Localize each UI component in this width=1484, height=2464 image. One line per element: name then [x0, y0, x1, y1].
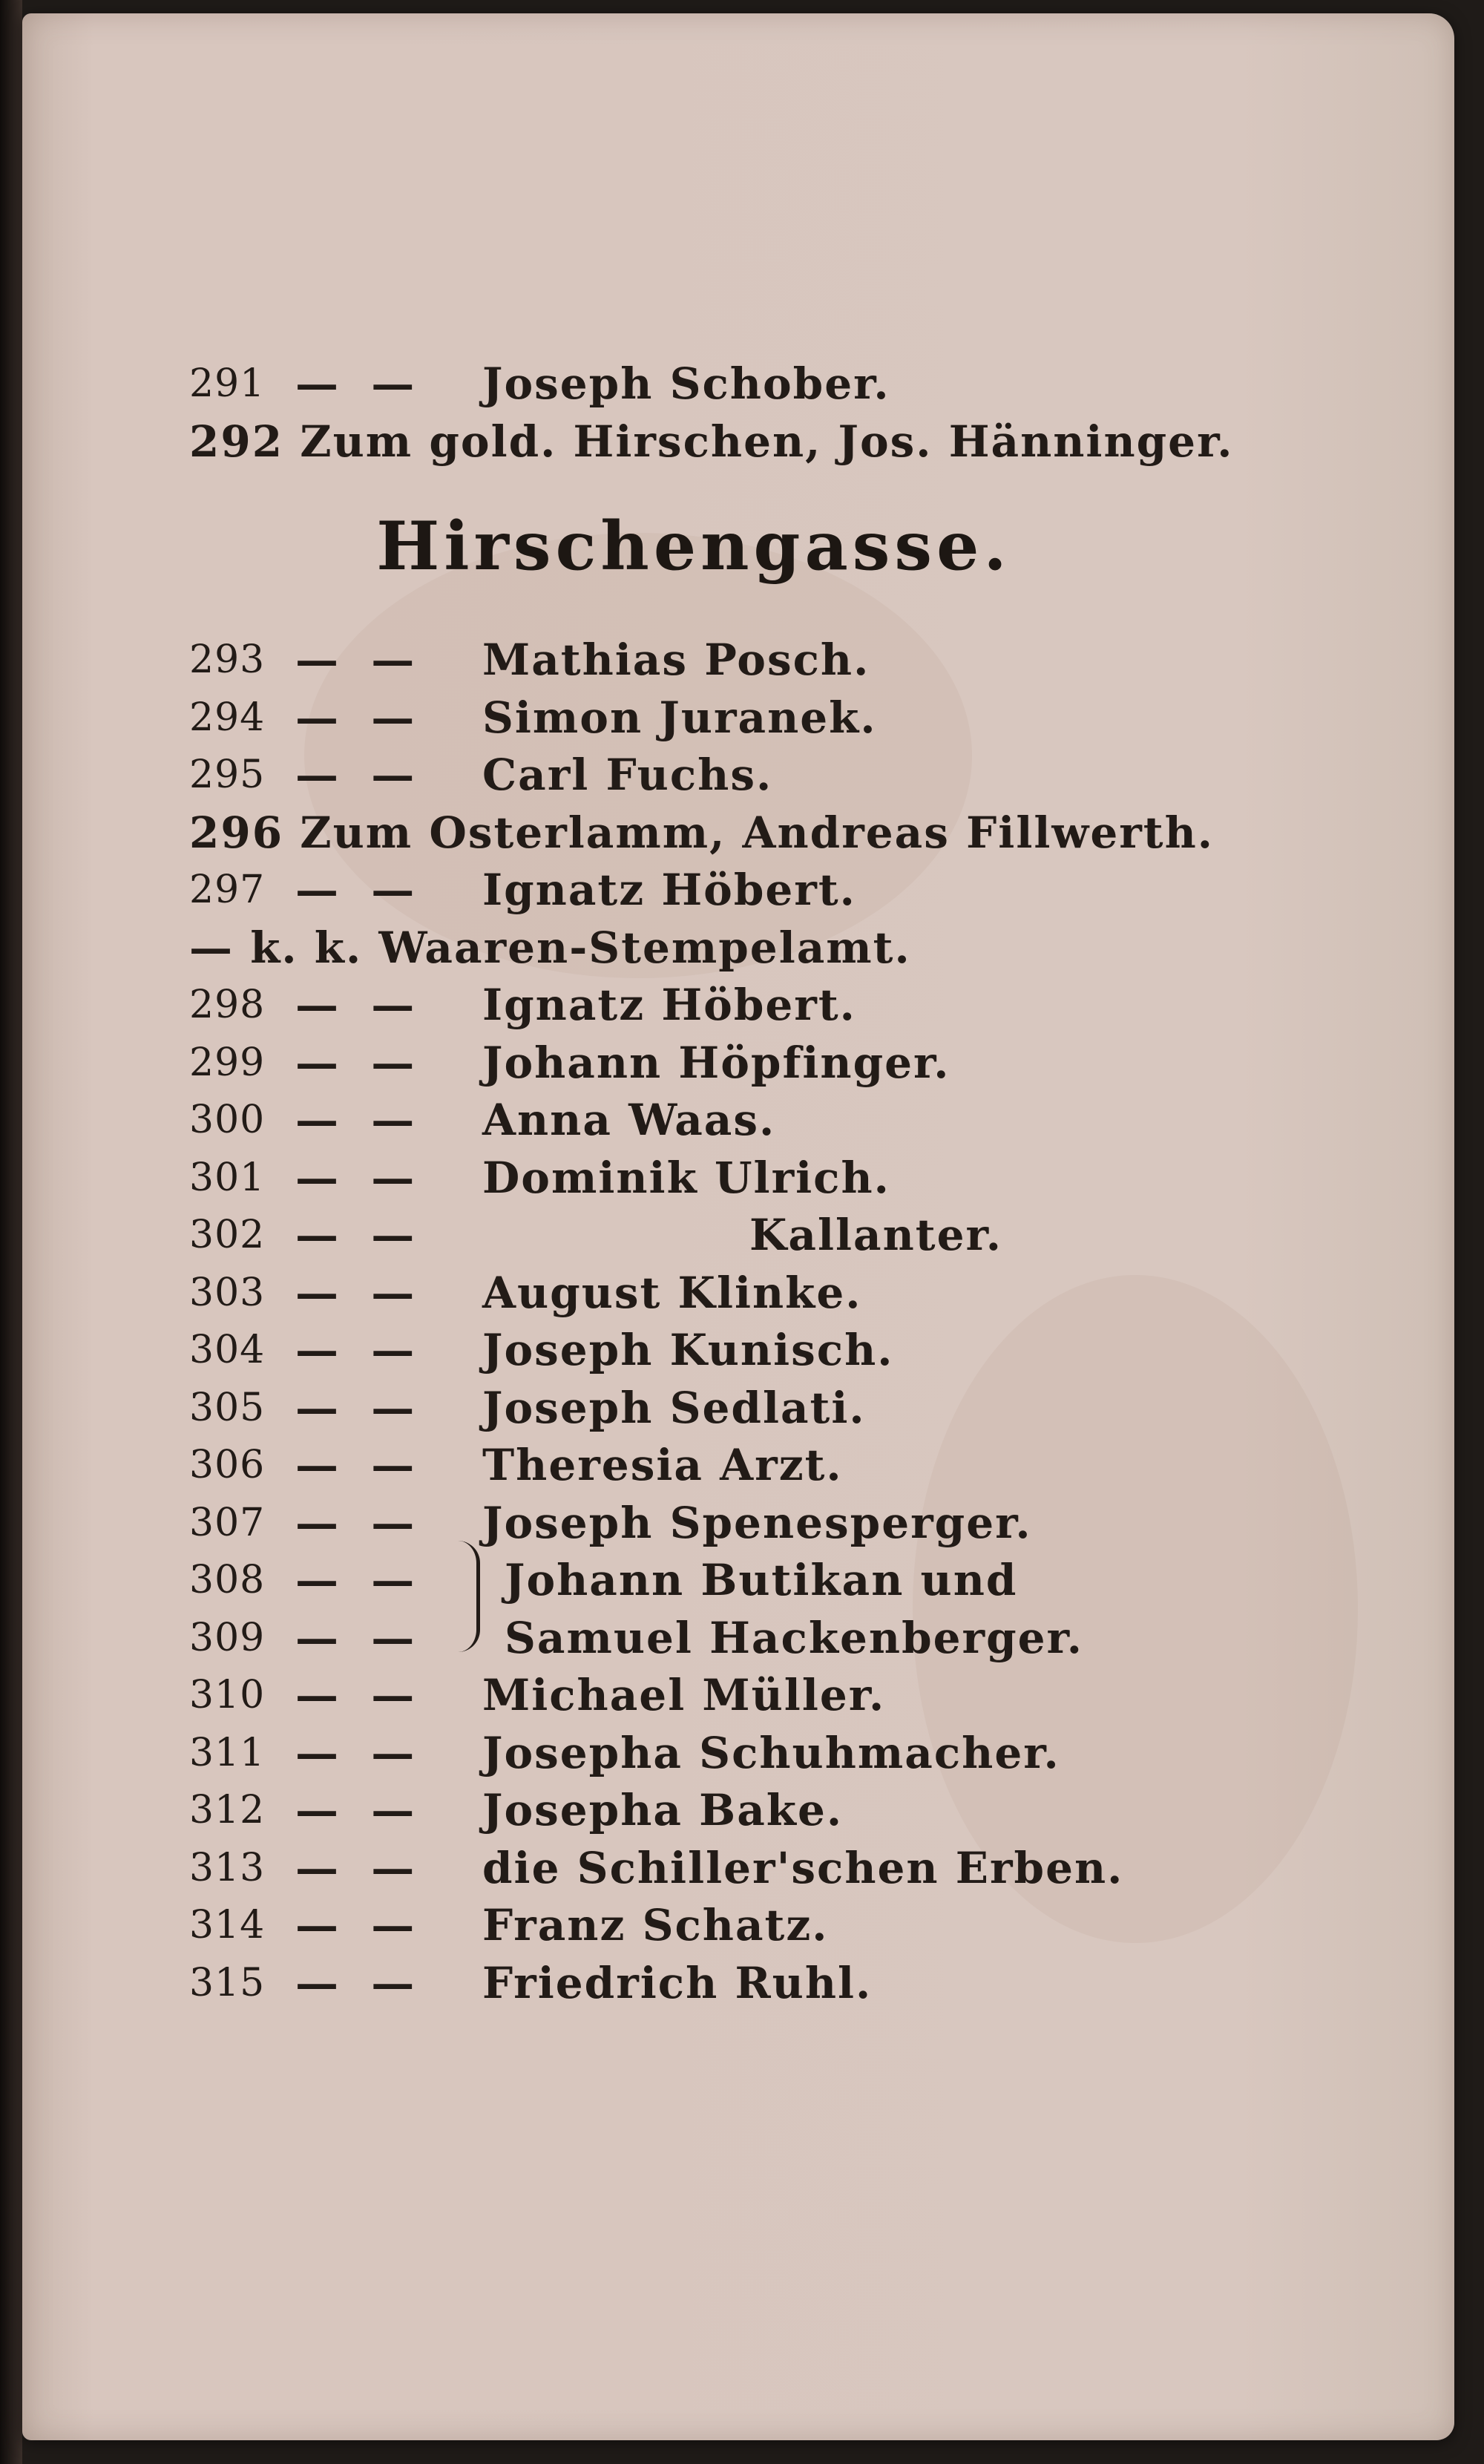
list-entry	[22, 804, 1432, 862]
ditto-dashes: — —	[295, 1555, 424, 1605]
list-entry	[22, 1264, 1432, 1322]
house-number: 294	[189, 695, 266, 740]
resident-name: Joseph Schober.	[482, 358, 890, 409]
resident-name: Samuel Hackenberger.	[505, 1613, 1083, 1663]
ditto-dashes: — —	[295, 1785, 424, 1835]
ditto-dashes: — —	[295, 635, 424, 685]
list-entry	[22, 746, 1432, 804]
resident-name: Anna Waas.	[482, 1095, 776, 1145]
list-entry	[22, 1954, 1432, 2012]
resident-name: Joseph Kunisch.	[482, 1325, 894, 1375]
list-entry	[22, 861, 1432, 919]
ditto-dashes: — —	[295, 1325, 424, 1375]
entry-text: 292 Zum gold. Hirschen, Jos. Hänninger.	[189, 416, 1234, 467]
house-number: 313	[189, 1846, 266, 1890]
ditto-dashes: — —	[295, 1440, 424, 1490]
house-number: 312	[189, 1788, 266, 1832]
ditto-dashes: — —	[295, 980, 424, 1030]
resident-name: Johann Höpfinger.	[482, 1038, 951, 1088]
ditto-dashes: — —	[295, 1383, 424, 1433]
resident-name: Josepha Schuhmacher.	[482, 1728, 1060, 1778]
house-number: 301	[189, 1156, 266, 1200]
resident-name: Michael Müller.	[482, 1670, 886, 1720]
list-entry	[22, 1494, 1432, 1552]
ditto-dashes: — —	[295, 1843, 424, 1893]
house-number: 311	[189, 1731, 266, 1775]
resident-name: Theresia Arzt.	[482, 1440, 843, 1490]
house-number: 310	[189, 1673, 266, 1717]
resident-name: Joseph Spenesperger.	[482, 1498, 1032, 1548]
resident-name: August Klinke.	[482, 1268, 862, 1318]
list-entry	[22, 1551, 1432, 1609]
house-number: 302	[189, 1213, 266, 1257]
house-number: 293	[189, 638, 266, 682]
ditto-dashes: — —	[295, 1153, 424, 1203]
house-number: 298	[189, 983, 266, 1027]
resident-name: Johann Butikan und	[505, 1555, 1018, 1605]
brace-308-309	[454, 1541, 480, 1652]
book-binding	[0, 0, 22, 2464]
resident-name: Franz Schatz.	[482, 1900, 829, 1950]
house-number: 315	[189, 1961, 266, 2005]
list-entry	[22, 1724, 1432, 1782]
ditto-dashes: — —	[295, 750, 424, 800]
ditto-dashes: — —	[295, 1900, 424, 1950]
entry-text: — k. k. Waaren-Stempelamt.	[189, 923, 911, 973]
ditto-dashes: — —	[295, 358, 424, 409]
list-entry	[22, 919, 1432, 977]
ditto-dashes: — —	[295, 1095, 424, 1145]
house-number: 309	[189, 1616, 266, 1660]
list-entry	[22, 1436, 1432, 1494]
resident-name: Ignatz Höbert.	[482, 865, 856, 915]
ditto-dashes: — —	[295, 1728, 424, 1778]
list-entry	[22, 689, 1432, 747]
book-page	[22, 13, 1454, 2440]
ditto-dashes: — —	[295, 1613, 424, 1663]
list-entry	[22, 1379, 1432, 1437]
house-number: 295	[189, 753, 266, 797]
street-heading: Hirschengasse.	[376, 507, 1011, 586]
resident-name: Mathias Posch.	[482, 635, 870, 685]
list-entry	[22, 1034, 1432, 1092]
list-entry	[22, 1609, 1432, 1667]
list-entry	[22, 976, 1432, 1034]
ditto-dashes: — —	[295, 1038, 424, 1088]
list-entry	[22, 1149, 1432, 1207]
entry-291	[22, 355, 1432, 413]
resident-name: Josepha Bake.	[482, 1785, 844, 1835]
house-number: 307	[189, 1501, 266, 1545]
resident-name: Kallanter.	[749, 1210, 1002, 1260]
house-number: 304	[189, 1328, 266, 1372]
list-entry	[22, 1321, 1432, 1379]
resident-name: Joseph Sedlati.	[482, 1383, 866, 1433]
list-entry	[22, 1781, 1432, 1839]
resident-name: Dominik Ulrich.	[482, 1153, 890, 1203]
list-entry	[22, 1896, 1432, 1954]
house-number: 306	[189, 1443, 266, 1487]
list-entry	[22, 1839, 1432, 1897]
house-number: 305	[189, 1386, 266, 1430]
ditto-dashes: — —	[295, 692, 424, 743]
house-number: 303	[189, 1271, 266, 1315]
house-number: 314	[189, 1903, 266, 1947]
house-number: 297	[189, 868, 266, 912]
resident-name: die Schiller'schen Erben.	[482, 1843, 1124, 1893]
ditto-dashes: — —	[295, 1210, 424, 1260]
resident-name: Ignatz Höbert.	[482, 980, 856, 1030]
entry-text: 296 Zum Osterlamm, Andreas Fillwerth.	[189, 807, 1214, 858]
resident-name: Carl Fuchs.	[482, 750, 773, 800]
list-entry	[22, 1666, 1432, 1724]
resident-name: Friedrich Ruhl.	[482, 1958, 873, 2008]
ditto-dashes: — —	[295, 1670, 424, 1720]
ditto-dashes: — —	[295, 865, 424, 915]
house-number: 299	[189, 1041, 266, 1085]
ditto-dashes: — —	[295, 1958, 424, 2008]
house-number: 308	[189, 1558, 266, 1602]
list-entry	[22, 1206, 1432, 1264]
house-number: 291	[189, 361, 266, 406]
entry-292	[22, 413, 1432, 471]
ditto-dashes: — —	[295, 1268, 424, 1318]
resident-name: Simon Juranek.	[482, 692, 877, 743]
house-number: 300	[189, 1098, 266, 1142]
list-entry	[22, 631, 1432, 689]
list-entry	[22, 1091, 1432, 1149]
ditto-dashes: — —	[295, 1498, 424, 1548]
